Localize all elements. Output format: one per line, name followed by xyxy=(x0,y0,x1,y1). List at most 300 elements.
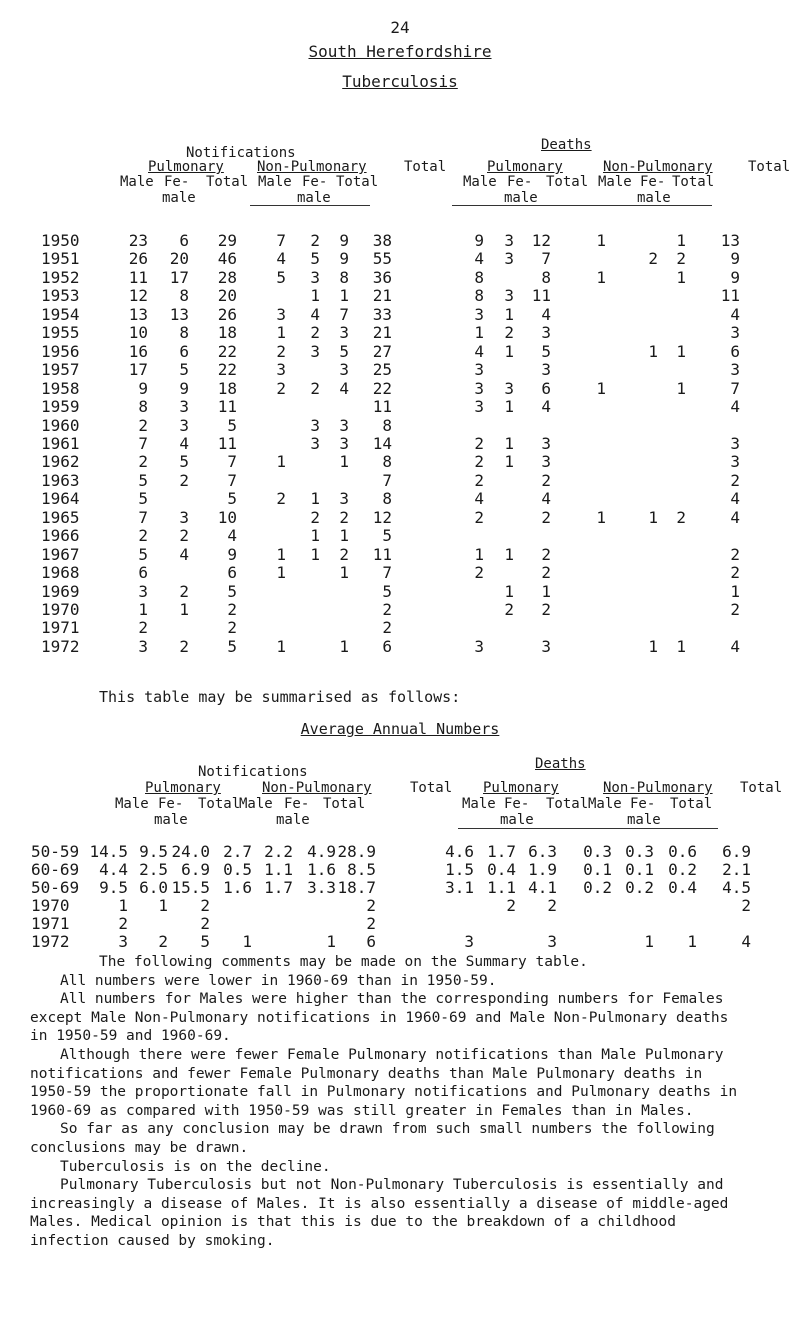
notif-np-male-sub: male xyxy=(297,190,331,206)
table-cell: 2 xyxy=(276,489,286,509)
summary-row xyxy=(0,934,800,956)
table-cell: 4 xyxy=(474,489,484,509)
table-cell: 1 xyxy=(596,231,606,250)
comment-line: 1950-59 the proportionate fall in Pulmonary notifications and Pulmonary deaths in xyxy=(30,1084,738,1101)
summary-cell: 1.1 xyxy=(487,878,516,897)
row-year: 1968 xyxy=(41,563,80,583)
table-cell: 1 xyxy=(676,636,686,656)
table-cell: 1 xyxy=(276,544,286,564)
table-cell: 18 xyxy=(217,378,237,398)
table-cell: 8 xyxy=(382,452,392,472)
s-deaths-total-heading: Total xyxy=(740,780,783,796)
table-cell: 26 xyxy=(217,304,237,324)
table-cell: 6 xyxy=(730,341,740,361)
summary-cell: 2 xyxy=(366,896,376,915)
table-cell: 3 xyxy=(730,452,740,472)
notif-header-rule xyxy=(250,205,370,206)
table-cell: 1 xyxy=(596,267,606,287)
table-cell: 3 xyxy=(310,433,320,453)
table-cell: 5 xyxy=(227,415,237,435)
table-cell: 8 xyxy=(382,489,392,509)
table-cell: 11 xyxy=(531,286,551,306)
table-cell: 16 xyxy=(128,341,148,361)
table-cell: 4 xyxy=(730,397,740,417)
table-cell: 5 xyxy=(276,267,286,287)
table-cell: 3 xyxy=(504,249,514,269)
table-cell: 1 xyxy=(504,341,514,361)
row-year: 1966 xyxy=(41,526,80,546)
table-cell: 5 xyxy=(138,470,148,490)
s-deaths-np-male-heading: Male xyxy=(588,796,622,812)
summary-cell: 0.4 xyxy=(487,860,516,879)
deaths-np-fe-heading: Fe- xyxy=(640,174,666,190)
comment-line: in 1950-59 and 1960-69. xyxy=(30,1028,231,1045)
table-cell: 11 xyxy=(128,267,148,287)
table-cell: 2 xyxy=(276,378,286,398)
page-number: 24 xyxy=(390,18,410,37)
table-cell: 11 xyxy=(217,397,237,417)
table-cell: 2 xyxy=(730,600,740,619)
notif-np-male-heading: Male xyxy=(258,174,292,190)
table-cell: 5 xyxy=(541,341,551,361)
table-cell: 8 xyxy=(382,415,392,435)
table-cell: 22 xyxy=(372,378,392,398)
table-cell: 17 xyxy=(169,267,189,287)
summary-cell: 14.5 xyxy=(89,842,128,861)
row-year: 1963 xyxy=(41,470,80,490)
table-cell: 1 xyxy=(276,636,286,656)
table-cell: 2 xyxy=(138,618,148,638)
summary-cell: 2 xyxy=(366,914,376,933)
table-cell: 3 xyxy=(276,360,286,380)
summary-cell: 2 xyxy=(506,896,516,915)
table-cell: 2 xyxy=(276,341,286,361)
table-cell: 3 xyxy=(474,397,484,417)
summary-cell: 4.5 xyxy=(722,878,751,897)
summary-cell: 0.6 xyxy=(668,842,697,861)
table-cell: 6 xyxy=(179,341,189,361)
table-cell: 7 xyxy=(138,507,148,527)
comment-line: Pulmonary Tuberculosis but not Non-Pulmonary Tuberculosis is essentially and xyxy=(60,1177,724,1194)
summary-cell: 4 xyxy=(741,932,751,951)
table-cell: 1 xyxy=(339,636,349,656)
s-deaths-heading: Deaths xyxy=(535,756,586,772)
row-year: 1951 xyxy=(41,249,80,269)
comment-line: except Male Non-Pulmonary notifications in 1960-69 and Male Non-Pulmonary deaths xyxy=(30,1009,729,1026)
table-cell: 11 xyxy=(372,397,392,417)
table-cell: 13 xyxy=(128,304,148,324)
deaths-pulmonary-heading: Pulmonary xyxy=(487,159,563,175)
table-cell: 2 xyxy=(227,618,237,638)
s-notif-pulmonary-heading: Pulmonary xyxy=(145,780,221,796)
table-cell: 14 xyxy=(372,433,392,453)
deaths-pul-total-heading: Total xyxy=(546,174,589,190)
table-cell: 2 xyxy=(310,507,320,527)
table-cell: 5 xyxy=(138,489,148,509)
notif-pul-fe-heading: Fe- xyxy=(164,174,190,190)
summary-period: 1972 xyxy=(31,932,70,951)
table-cell: 4 xyxy=(179,433,189,453)
summary-cell: 0.1 xyxy=(583,860,612,879)
summary-cell: 0.2 xyxy=(625,878,654,897)
table-cell: 8 xyxy=(138,397,148,417)
table-cell: 7 xyxy=(227,452,237,472)
summary-cell: 24.0 xyxy=(171,842,210,861)
table-cell: 3 xyxy=(339,489,349,509)
comment-line: conclusions may be drawn. xyxy=(30,1140,249,1156)
summary-cell: 2 xyxy=(200,896,210,915)
table-cell: 2 xyxy=(541,544,551,564)
table-cell: 8 xyxy=(541,267,551,287)
comment-line: Tuberculosis is on the decline. xyxy=(60,1158,331,1175)
table-cell: 27 xyxy=(372,341,392,361)
table-cell: 5 xyxy=(227,489,237,509)
table-cell: 3 xyxy=(179,415,189,435)
table-cell: 1 xyxy=(676,378,686,398)
table-cell: 3 xyxy=(504,231,514,250)
table-cell: 3 xyxy=(541,323,551,343)
table-cell: 11 xyxy=(217,433,237,453)
summary-cell: 2 xyxy=(741,896,751,915)
table-cell: 2 xyxy=(730,544,740,564)
table-cell: 21 xyxy=(372,286,392,306)
s-notif-non-pulmonary-heading: Non-Pulmonary xyxy=(262,780,372,796)
summary-cell: 1 xyxy=(326,932,336,951)
table-cell: 3 xyxy=(339,433,349,453)
table-cell: 1 xyxy=(276,563,286,583)
table-cell: 13 xyxy=(720,231,740,250)
table-cell: 3 xyxy=(179,397,189,417)
comment-line: All numbers were lower in 1960-69 than in 1950-59. xyxy=(60,972,497,989)
table-cell: 4 xyxy=(541,489,551,509)
table-cell: 20 xyxy=(169,249,189,269)
table-cell: 1 xyxy=(676,341,686,361)
table-cell: 1 xyxy=(504,304,514,324)
deaths-pul-male-sub: male xyxy=(504,190,538,206)
table-cell: 11 xyxy=(372,544,392,564)
s-notif-total-heading: Total xyxy=(410,780,453,796)
table-cell: 4 xyxy=(730,304,740,324)
summary-period: 1971 xyxy=(31,914,70,933)
table-cell: 36 xyxy=(372,267,392,287)
table-cell: 1 xyxy=(310,286,320,306)
table-cell: 28 xyxy=(217,267,237,287)
table-cell: 1 xyxy=(676,267,686,287)
summary-cell: 1.1 xyxy=(264,860,293,879)
summary-period: 60-69 xyxy=(31,860,80,879)
table-cell: 5 xyxy=(227,581,237,601)
table-cell: 17 xyxy=(128,360,148,380)
table-cell: 6 xyxy=(382,636,392,656)
table-cell: 2 xyxy=(310,323,320,343)
table-cell: 5 xyxy=(339,341,349,361)
notif-pul-male-heading: Male xyxy=(120,174,154,190)
table-cell: 4 xyxy=(339,378,349,398)
table-cell: 7 xyxy=(730,378,740,398)
summary-cell: 3 xyxy=(547,932,557,951)
row-year: 1962 xyxy=(41,452,80,472)
row-year: 1957 xyxy=(41,360,80,380)
summary-cell: 1 xyxy=(687,932,697,951)
table-cell: 2 xyxy=(474,507,484,527)
table-cell: 9 xyxy=(730,267,740,287)
notifications-heading: Notifications xyxy=(186,145,296,161)
table-row xyxy=(0,636,800,661)
table-cell: 2 xyxy=(339,544,349,564)
s-notif-np-male-heading: Male xyxy=(239,796,273,812)
table-cell: 4 xyxy=(179,544,189,564)
table-cell: 4 xyxy=(541,304,551,324)
summary-cell: 4.1 xyxy=(528,878,557,897)
table-cell: 7 xyxy=(227,470,237,490)
table-cell: 3 xyxy=(179,507,189,527)
table-cell: 7 xyxy=(339,304,349,324)
table-cell: 21 xyxy=(372,323,392,343)
table-cell: 2 xyxy=(339,507,349,527)
summary-cell: 28.9 xyxy=(337,842,376,861)
table-cell: 55 xyxy=(372,249,392,269)
table-cell: 4 xyxy=(474,341,484,361)
table-cell: 1 xyxy=(648,636,658,656)
deaths-total-heading: Total xyxy=(748,159,791,175)
table-cell: 1 xyxy=(504,452,514,472)
summary-period: 50-69 xyxy=(31,878,80,897)
table-cell: 9 xyxy=(179,378,189,398)
s-deaths-non-pulmonary-heading: Non-Pulmonary xyxy=(603,780,713,796)
table-cell: 4 xyxy=(730,489,740,509)
table-cell: 2 xyxy=(474,433,484,453)
table-cell: 2 xyxy=(382,600,392,619)
summary-cell: 2.2 xyxy=(264,842,293,861)
s-deaths-np-fe-heading: Fe- xyxy=(630,796,656,812)
page-subtitle: Tuberculosis xyxy=(342,72,458,91)
table-cell: 1 xyxy=(676,231,686,250)
summary-cell: 5 xyxy=(200,932,210,951)
table-cell: 9 xyxy=(730,249,740,269)
table-cell: 2 xyxy=(474,452,484,472)
table-cell: 2 xyxy=(310,231,320,250)
summary-cell: 0.2 xyxy=(668,860,697,879)
row-year: 1967 xyxy=(41,544,80,564)
table-cell: 8 xyxy=(179,323,189,343)
table-cell: 2 xyxy=(504,323,514,343)
table-cell: 4 xyxy=(474,249,484,269)
summary-cell: 0.3 xyxy=(625,842,654,861)
comment-line: notifications and fewer Female Pulmonary deaths than Male Pulmonary deaths in xyxy=(30,1065,703,1082)
table-cell: 46 xyxy=(217,249,237,269)
s-deaths-np-total-heading: Total xyxy=(670,796,713,812)
table-cell: 3 xyxy=(474,304,484,324)
table-cell: 2 xyxy=(227,600,237,619)
table-cell: 33 xyxy=(372,304,392,324)
summary-cell: 6.9 xyxy=(722,842,751,861)
table-cell: 12 xyxy=(372,507,392,527)
table-cell: 5 xyxy=(382,581,392,601)
notif-np-fe-heading: Fe- xyxy=(302,174,328,190)
row-year: 1961 xyxy=(41,433,80,453)
table-cell: 4 xyxy=(730,636,740,656)
table-cell: 2 xyxy=(504,600,514,619)
table-cell: 26 xyxy=(128,249,148,269)
summary-cell: 18.7 xyxy=(337,878,376,897)
table-cell: 1 xyxy=(474,544,484,564)
table-cell: 3 xyxy=(504,378,514,398)
s-deaths-pul-male-sub: male xyxy=(500,812,534,828)
table-cell: 2 xyxy=(541,563,551,583)
table-cell: 1 xyxy=(276,323,286,343)
summary-period: 50-59 xyxy=(31,842,80,861)
table-cell: 3 xyxy=(730,323,740,343)
table-cell: 23 xyxy=(128,231,148,250)
s-notifications-heading: Notifications xyxy=(198,764,308,780)
table-cell: 4 xyxy=(227,526,237,546)
table-cell: 1 xyxy=(310,489,320,509)
table-cell: 1 xyxy=(730,581,740,601)
row-year: 1971 xyxy=(41,618,80,638)
table-cell: 1 xyxy=(310,544,320,564)
table-cell: 3 xyxy=(276,304,286,324)
table-cell: 2 xyxy=(179,526,189,546)
table-cell: 9 xyxy=(474,231,484,250)
notif-pul-male-sub: male xyxy=(162,190,196,206)
table-cell: 8 xyxy=(474,267,484,287)
table-cell: 4 xyxy=(310,304,320,324)
table-cell: 2 xyxy=(541,507,551,527)
table-cell: 5 xyxy=(179,360,189,380)
table-cell: 2 xyxy=(138,452,148,472)
summary-cell: 1.7 xyxy=(264,878,293,897)
summary-intro: This table may be summarised as follows: xyxy=(99,688,461,706)
row-year: 1965 xyxy=(41,507,80,527)
table-cell: 2 xyxy=(138,526,148,546)
summary-heading: Average Annual Numbers xyxy=(300,720,500,738)
row-year: 1964 xyxy=(41,489,80,509)
summary-cell: 1.5 xyxy=(445,860,474,879)
table-cell: 1 xyxy=(339,452,349,472)
table-cell: 1 xyxy=(474,323,484,343)
row-year: 1955 xyxy=(41,323,80,343)
s-deaths-pulmonary-heading: Pulmonary xyxy=(483,780,559,796)
table-cell: 3 xyxy=(541,452,551,472)
row-year: 1956 xyxy=(41,341,80,361)
table-cell: 3 xyxy=(474,360,484,380)
table-cell: 2 xyxy=(179,470,189,490)
table-cell: 3 xyxy=(310,267,320,287)
table-cell: 2 xyxy=(730,470,740,490)
table-cell: 3 xyxy=(730,433,740,453)
table-cell: 4 xyxy=(276,249,286,269)
deaths-np-total-heading: Total xyxy=(672,174,715,190)
table-cell: 3 xyxy=(504,286,514,306)
table-cell: 7 xyxy=(138,433,148,453)
s-notif-np-fe-heading: Fe- xyxy=(284,796,310,812)
table-cell: 9 xyxy=(339,231,349,250)
comment-line: The following comments may be made on the Summary table. xyxy=(99,954,588,970)
table-cell: 1 xyxy=(310,526,320,546)
table-cell: 5 xyxy=(382,526,392,546)
summary-cell: 1.6 xyxy=(307,860,336,879)
table-cell: 3 xyxy=(339,360,349,380)
summary-cell: 0.4 xyxy=(668,878,697,897)
table-cell: 22 xyxy=(217,341,237,361)
s-deaths-pul-male-heading: Male xyxy=(462,796,496,812)
table-cell: 5 xyxy=(310,249,320,269)
notif-total-heading: Total xyxy=(404,159,447,175)
comment-line: All numbers for Males were higher than the corresponding numbers for Females xyxy=(60,991,724,1008)
table-cell: 9 xyxy=(227,544,237,564)
table-cell: 1 xyxy=(339,563,349,583)
summary-cell: 3 xyxy=(464,932,474,951)
table-cell: 7 xyxy=(382,563,392,583)
table-cell: 10 xyxy=(128,323,148,343)
summary-cell: 1.9 xyxy=(528,860,557,879)
table-cell: 1 xyxy=(596,507,606,527)
table-cell: 7 xyxy=(276,231,286,250)
summary-cell: 15.5 xyxy=(171,878,210,897)
table-cell: 5 xyxy=(227,636,237,656)
table-cell: 3 xyxy=(310,415,320,435)
table-cell: 2 xyxy=(179,636,189,656)
table-cell: 1 xyxy=(596,378,606,398)
summary-cell: 4.9 xyxy=(307,842,336,861)
summary-cell: 2 xyxy=(158,932,168,951)
table-cell: 2 xyxy=(382,618,392,638)
table-cell: 6 xyxy=(227,563,237,583)
table-cell: 3 xyxy=(541,360,551,380)
table-cell: 1 xyxy=(504,397,514,417)
summary-cell: 0.5 xyxy=(223,860,252,879)
row-year: 1969 xyxy=(41,581,80,601)
table-cell: 1 xyxy=(339,286,349,306)
table-cell: 1 xyxy=(276,452,286,472)
deaths-non-pulmonary-heading: Non-Pulmonary xyxy=(603,159,713,175)
summary-cell: 1 xyxy=(118,896,128,915)
row-year: 1960 xyxy=(41,415,80,435)
table-cell: 2 xyxy=(541,470,551,490)
table-cell: 1 xyxy=(504,433,514,453)
table-cell: 2 xyxy=(474,470,484,490)
summary-cell: 2 xyxy=(118,914,128,933)
table-cell: 8 xyxy=(474,286,484,306)
table-cell: 3 xyxy=(541,433,551,453)
notif-np-total-heading: Total xyxy=(336,174,379,190)
table-cell: 3 xyxy=(339,415,349,435)
s-notif-pul-male-sub: male xyxy=(154,812,188,828)
row-year: 1952 xyxy=(41,267,80,287)
table-cell: 1 xyxy=(138,600,148,619)
summary-cell: 1 xyxy=(158,896,168,915)
summary-cell: 1 xyxy=(242,932,252,951)
summary-cell: 6 xyxy=(366,932,376,951)
s-notif-np-male-sub: male xyxy=(276,812,310,828)
row-year: 1959 xyxy=(41,397,80,417)
table-cell: 3 xyxy=(474,636,484,656)
s-notif-np-total-heading: Total xyxy=(323,796,366,812)
table-cell: 3 xyxy=(339,323,349,343)
summary-cell: 3.1 xyxy=(445,878,474,897)
table-cell: 6 xyxy=(138,563,148,583)
table-cell: 1 xyxy=(648,341,658,361)
table-cell: 3 xyxy=(541,636,551,656)
table-cell: 1 xyxy=(504,581,514,601)
s-notif-pul-fe-heading: Fe- xyxy=(158,796,184,812)
table-cell: 29 xyxy=(217,231,237,250)
table-cell: 1 xyxy=(179,600,189,619)
summary-cell: 6.9 xyxy=(181,860,210,879)
deaths-pul-fe-heading: Fe- xyxy=(507,174,533,190)
summary-cell: 2.7 xyxy=(223,842,252,861)
row-year: 1950 xyxy=(41,231,80,250)
